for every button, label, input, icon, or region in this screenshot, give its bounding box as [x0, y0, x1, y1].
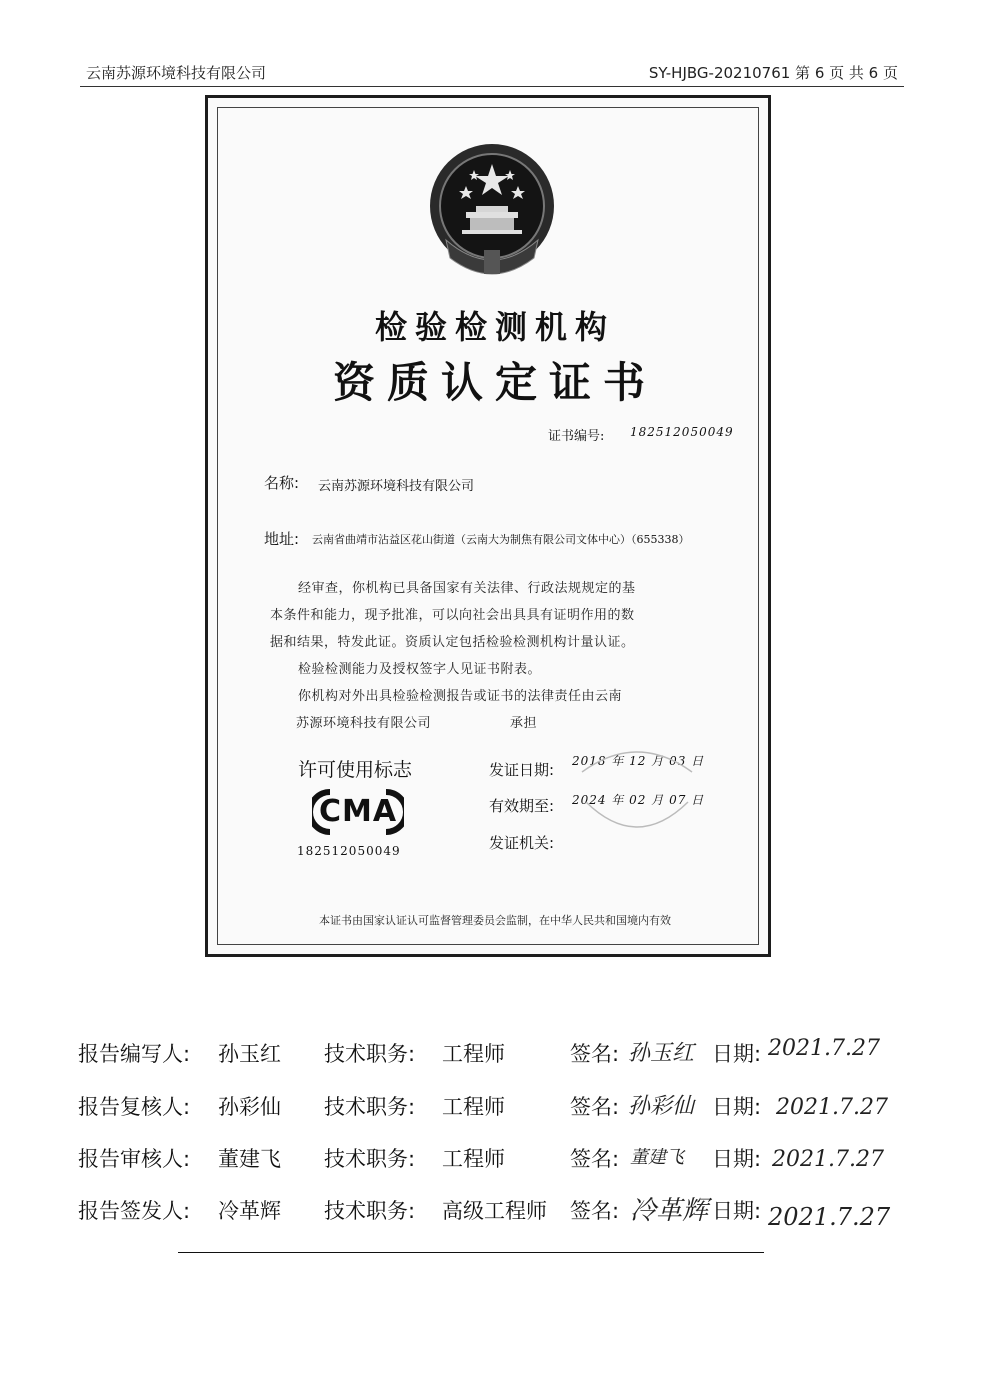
date-label: 日期:: [712, 1199, 762, 1223]
handwritten-date: 2021.7.27: [776, 1095, 888, 1120]
cert-no-value: 182512050049: [630, 425, 734, 439]
role-label: 报告编写人:: [78, 1042, 191, 1066]
person-name: 董建飞: [218, 1147, 281, 1171]
cma-logo-text: CMA: [318, 794, 398, 829]
date-label: 日期:: [712, 1147, 762, 1171]
handwritten-signature: 冷革辉: [630, 1196, 709, 1226]
issuer-label: 发证机关:: [489, 834, 555, 852]
handwritten-signature: 孙彩仙: [628, 1094, 695, 1119]
body-line: 经审查，你机构已具备国家有关法律、行政法规规定的基: [298, 581, 636, 596]
role-label: 报告复核人:: [78, 1095, 191, 1119]
cma-logo: [312, 788, 404, 836]
date-label: 日期:: [712, 1095, 762, 1119]
handwritten-signature: 孙玉红: [628, 1041, 695, 1066]
certificate-title-line1: 检验检测机构: [374, 308, 615, 346]
header-divider: [80, 86, 904, 87]
title-value: 工程师: [442, 1042, 505, 1066]
address-label: 地址:: [264, 530, 300, 548]
header-company: 云南苏源环境科技有限公司: [86, 64, 267, 82]
valid-until-label: 有效期至:: [489, 797, 555, 815]
date-label: 日期:: [712, 1042, 762, 1066]
national-emblem-icon: [426, 140, 558, 280]
handwritten-date: 2021.7.27: [768, 1203, 891, 1231]
person-name: 孙玉红: [218, 1042, 281, 1066]
role-label: 报告签发人:: [78, 1199, 191, 1223]
certificate-footer-note: 本证书由国家认证认可监督管理委员会监制，在中华人民共和国境内有效: [319, 914, 671, 927]
sign-label: 签名:: [570, 1042, 620, 1066]
body-line: 本条件和能力，现予批准，可以向社会出具具有证明作用的数: [270, 608, 635, 623]
name-label: 名称:: [264, 474, 300, 492]
name-value: 云南苏源环境科技有限公司: [318, 479, 475, 494]
title-value: 高级工程师: [442, 1199, 547, 1223]
body-line: 据和结果，特发此证。资质认定包括检验检测机构计量认证。: [270, 635, 635, 650]
sign-label: 签名:: [570, 1199, 620, 1223]
person-name: 孙彩仙: [218, 1095, 281, 1119]
sign-label: 签名:: [570, 1147, 620, 1171]
cert-no-label: 证书编号:: [548, 429, 605, 444]
cma-code: 182512050049: [297, 844, 401, 858]
body-line: 苏源环境科技有限公司: [296, 716, 432, 731]
handwritten-date: 2021.7.27: [772, 1147, 884, 1172]
certificate-title-line2: 资质认定证书: [332, 358, 657, 407]
sign-label: 签名:: [570, 1095, 620, 1119]
title-label: 技术职务:: [324, 1095, 416, 1119]
title-value: 工程师: [442, 1095, 505, 1119]
address-value: 云南省曲靖市沾益区花山街道（云南大为制焦有限公司文体中心）（655338）: [312, 533, 690, 546]
title-label: 技术职务:: [324, 1042, 416, 1066]
body-line: 承担: [510, 716, 538, 731]
title-label: 技术职务:: [324, 1199, 416, 1223]
header-report-ref: SY-HJBG-20210761 第 6 页 共 6 页: [648, 64, 898, 82]
handwritten-date: 2021.7.27: [768, 1036, 880, 1061]
person-name: 冷革辉: [218, 1199, 281, 1223]
body-line: 检验检测能力及授权签字人见证书附表。: [298, 662, 542, 677]
bottom-divider: [178, 1252, 764, 1253]
official-seal-icon: [572, 742, 705, 832]
title-value: 工程师: [442, 1147, 505, 1171]
role-label: 报告审核人:: [78, 1147, 191, 1171]
permit-label: 许可使用标志: [298, 759, 413, 781]
valid-until-value: 2024 年 02 月 07 日: [572, 793, 705, 807]
issue-date-label: 发证日期:: [489, 761, 555, 779]
issue-date-value: 2018 年 12 月 03 日: [572, 754, 705, 768]
handwritten-signature: 董建飞: [630, 1147, 684, 1168]
body-line: 你机构对外出具检验检测报告或证书的法律责任由云南: [298, 689, 623, 704]
title-label: 技术职务:: [324, 1147, 416, 1171]
